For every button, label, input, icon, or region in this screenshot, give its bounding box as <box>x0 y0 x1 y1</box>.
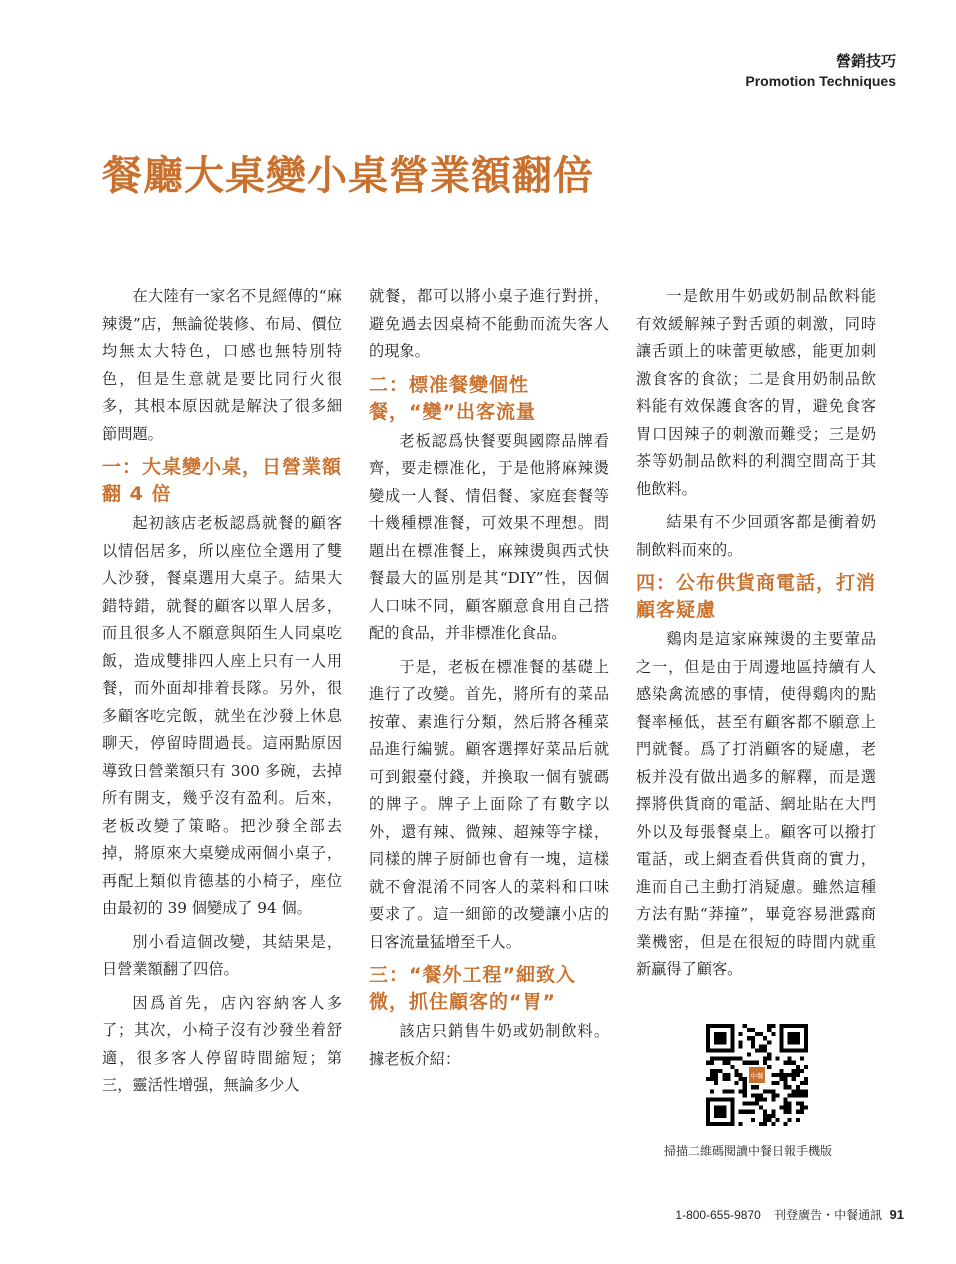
body-paragraph: 就餐，都可以將小桌子進行對拼，避免過去因桌椅不能動而流失客人的現象。 <box>369 287 609 360</box>
section-heading: 一：大桌變小桌，日營業額翻 4 倍 <box>102 456 343 505</box>
body-paragraph: 別小看這個改變，其結果是，日營業額翻了四倍。 <box>102 932 342 978</box>
column-1 <box>102 283 342 1106</box>
body-paragraph: 老板認爲快餐要與國際品牌看齊，要走標准化，于是他將麻辣燙變成一人餐、情侣餐、家庭套餐等十幾種標准餐，可效果不理想。問題出在標准餐上，麻辣燙與西式快餐最大的區別是其“DIY”性，因個人口味不同，顧客願意食用自己搭配的食品，并非標准化食品。 <box>369 431 609 642</box>
section-heading: 三：“餐外工程”細致入微，抓住顧客的“胃” <box>369 964 576 1013</box>
column-3 <box>636 283 876 990</box>
qr-logo-text: 中餐 <box>750 1071 764 1080</box>
body-paragraph: 于是，老板在標准餐的基礎上進行了改變。首先，將所有的菜品按葷、素進行分類，然后將各種菜品進行編號。顧客選擇好菜品后就可到銀臺付錢，并換取一個有號碼的牌子。牌子上面除了有數字以外，還有辣、微辣、超辣等字樣，同樣的牌子厨師也會有一塊，這樣就不會混淆不同客人的菜料和口味要求了。這一細節的改變讓小店的日客流量猛增至千人。 <box>369 657 609 951</box>
qr-code[interactable] <box>706 1024 808 1126</box>
body-paragraph: 因爲首先，店內容納客人多了；其次，小椅子沒有沙發坐着舒適，很多客人停留時間縮短；第三，靈活性增强，無論多少人 <box>102 993 342 1094</box>
body-paragraph: 一是飲用牛奶或奶制品飲料能有效緩解辣子對舌頭的刺激，同時讓舌頭上的味蕾更敏感，能更加刺激食客的食欲；二是食用奶制品飲料能有效保護食客的胃，避免食客胃口因辣子的刺激而難受；三是奶茶等奶制品飲料的利潤空間高于其他飲料。 <box>636 287 876 498</box>
body-paragraph: 在大陸有一家名不見經傳的“麻辣燙”店，無論從裝修、布局、價位均無太大特色，口感也無特別特色，但是生意就是要比同行火很多，其根本原因就是解決了很多細節問題。 <box>102 287 342 443</box>
section-heading: 四：公布供貨商電話，打消顧客疑慮 <box>636 572 877 621</box>
page-footer <box>675 1206 904 1223</box>
body-paragraph: 結果有不少回頭客都是衝着奶制飲料而來的。 <box>636 513 876 559</box>
body-paragraph: 該店只銷售牛奶或奶制飲料。據老板介紹： <box>369 1022 609 1068</box>
body-paragraph: 起初該店老板認爲就餐的顧客以情侶居多，所以座位全選用了雙人沙發，餐桌選用大桌子。結果大錯特錯，就餐的顧客以單人居多，而且很多人不願意與陌生人同桌吃飯，造成雙排四人座上只有一人用餐，而外面却排着長隊。另外，很多顧客吃完飯，就坐在沙發上休息聊天，停留時間過長。這兩點原因導致日營業額只有 300 多碗，去掉所有開支，幾乎沒有盈利。后來，老板改變了策略。把沙發全部去掉，將原來大桌變成兩個小桌子，再配上類似肯德基的小椅子，座位由最初的 39 個變成了 94 個。 <box>102 514 342 917</box>
footer-text: 刊登廣告・中餐通訊 <box>774 1208 883 1222</box>
page-number: 91 <box>889 1207 904 1222</box>
column-2 <box>369 283 609 1079</box>
body-paragraph: 鷄肉是這家麻辣燙的主要葷品之一，但是由于周邊地區持續有人感染禽流感的事情，使得鷄肉的點餐率極低，甚至有顧客都不願意上門就餐。爲了打消顧客的疑慮，老板并没有做出過多的解釋，而是選擇將供貨商的電話、網址貼在大門外以及每張餐桌上。顧客可以撥打電話，或上網查看供貨商的實力，進而自己主動打消疑慮。雖然這種方法有點“莽撞”，畢竟容易泄露商業機密，但是在很短的時間内就重新贏得了顧客。 <box>636 630 876 978</box>
qr-caption: 掃描二維碼閱讀中餐日報手機版 <box>664 1144 833 1158</box>
footer-phone: 1-800-655-9870 <box>675 1208 761 1222</box>
section-heading: 二：標准餐變個性餐，“變”出客流量 <box>369 373 536 423</box>
section-label-zh: 營銷技巧 <box>835 52 896 70</box>
section-tag <box>745 50 896 89</box>
section-label-en: Promotion Techniques <box>745 73 896 89</box>
article-title: 餐廳大桌變小桌營業額翻倍 <box>102 153 594 199</box>
